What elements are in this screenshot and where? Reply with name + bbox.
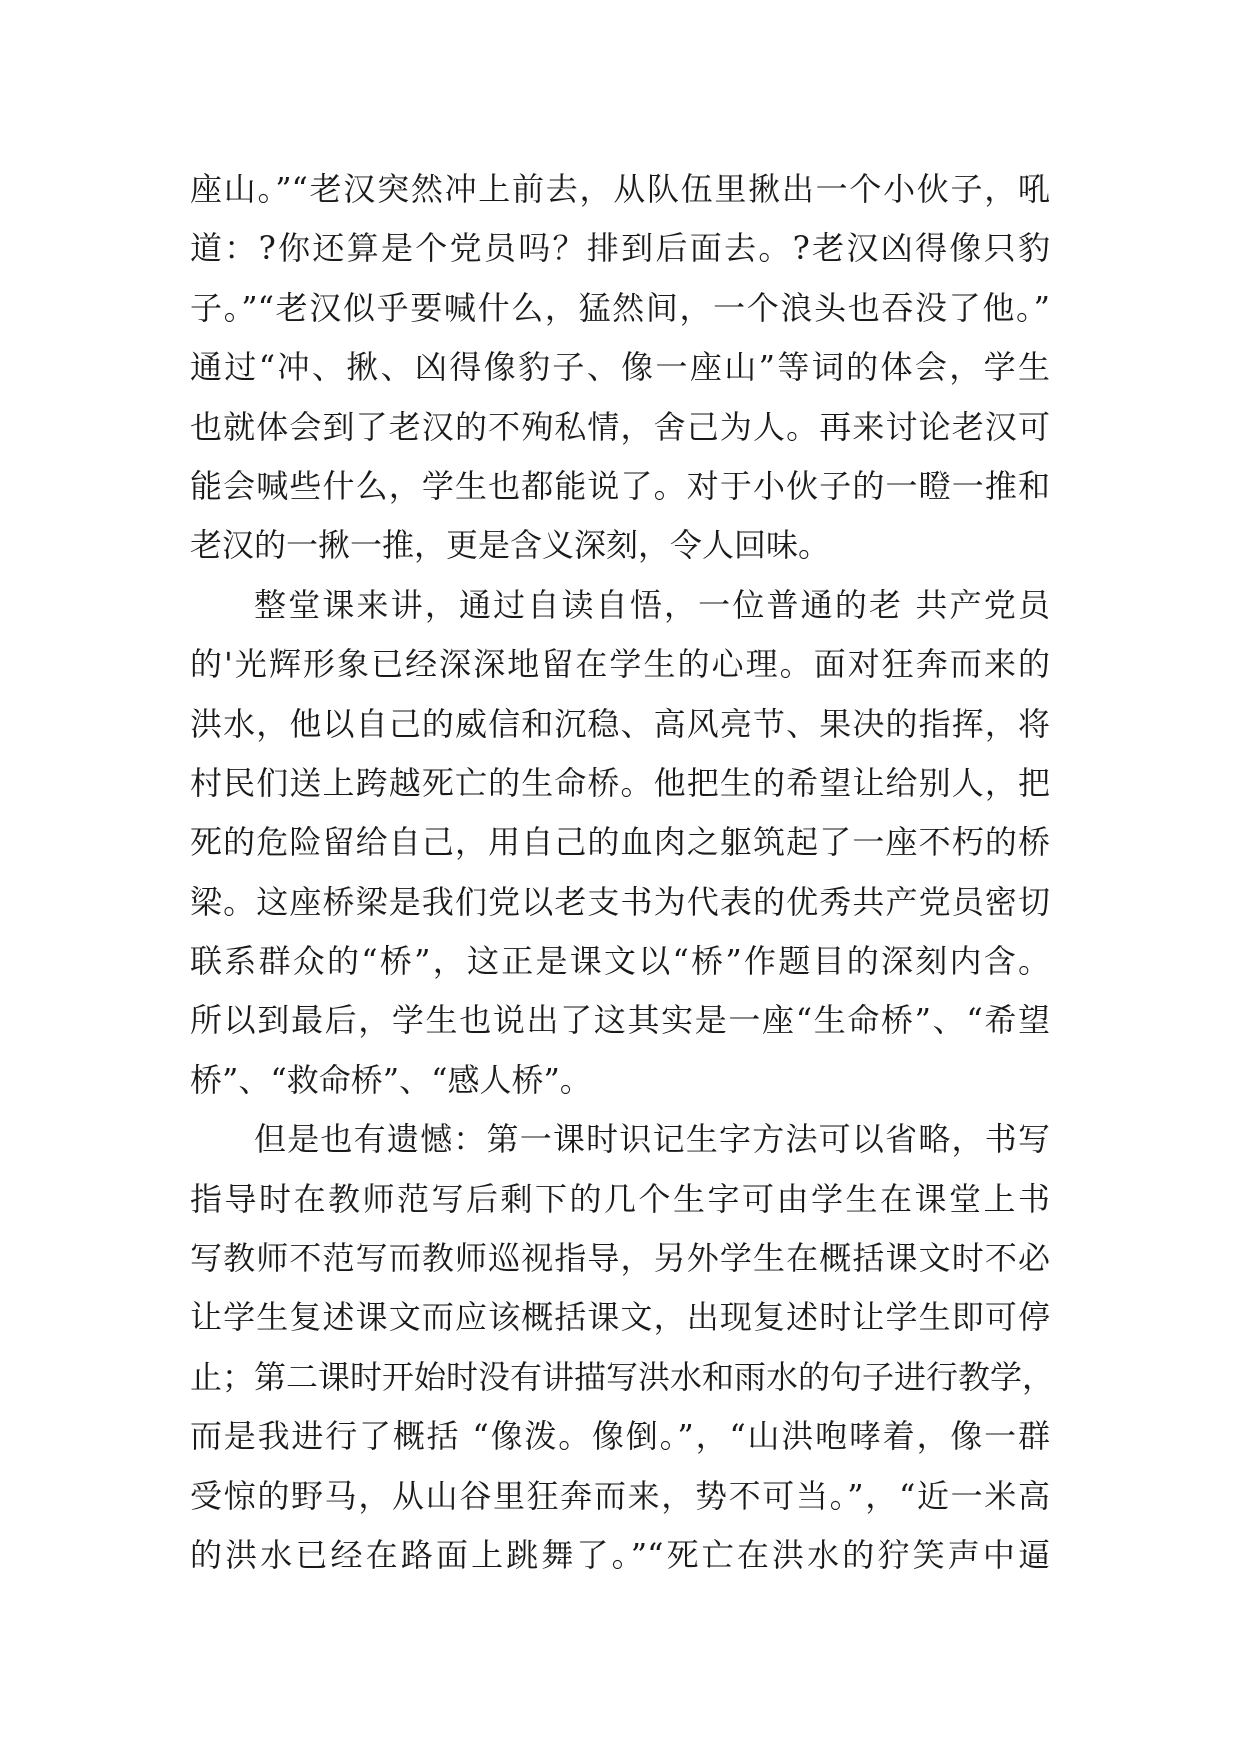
body-text xyxy=(190,160,1055,1585)
text-line: 子。”“老汉似乎要喊什么，猛然间，一个浪头也吞没了他。” xyxy=(190,288,1050,327)
text-line: 止；第二课时开始时没有讲描写洪水和雨水的句子进行教学， xyxy=(190,1357,1055,1396)
text-line: 让学生复述课文而应该概括课文，出现复述时让学生即可停 xyxy=(190,1298,1050,1337)
text-line: 受惊的野马，从山谷里狂奔而来，势不可当。”，“近一米高 xyxy=(190,1476,1050,1515)
text-line: 所以到最后，学生也说出了这其实是一座“生命桥”、“希望 xyxy=(190,1001,1050,1040)
text-line: 指导时在教师范写后剩下的几个生字可由学生在课堂上书 xyxy=(190,1179,1050,1218)
text-line: 的'光辉形象已经深深地留在学生的心理。面对狂奔而来的 xyxy=(190,645,1050,684)
text-line: 老汉的一揪一推，更是含义深刻，令人回味。 xyxy=(190,526,831,565)
text-line: 能会喊些什么，学生也都能说了。对于小伙子的一瞪一推和 xyxy=(190,466,1050,505)
text-line: 村民们送上跨越死亡的生命桥。他把生的希望让给别人，把 xyxy=(190,763,1050,802)
text-line: 写教师不范写而教师巡视指导，另外学生在概括课文时不必 xyxy=(190,1239,1050,1278)
text-line: 桥”、“救命桥”、“感人桥”。 xyxy=(190,1060,592,1099)
text-line: 的洪水已经在路面上跳舞了。”“死亡在洪水的狞笑声中逼 xyxy=(190,1535,1050,1574)
text-line: 通过“冲、揪、凶得像豹子、像一座山”等词的体会，学生 xyxy=(190,348,1050,387)
text-line: 死的危险留给自己，用自己的血肉之躯筑起了一座不朽的桥 xyxy=(190,823,1050,862)
text-line: 整堂课来讲，通过自读自悟，一位普通的老 共产党员 xyxy=(254,585,1050,624)
text-line: 道：?你还算是个党员吗？排到后面去。?老汉凶得像只豹 xyxy=(190,229,1050,268)
text-line: 联系群众的“桥”，这正是课文以“桥”作题目的深刻内含。 xyxy=(190,942,1050,981)
text-line: 洪水，他以自己的威信和沉稳、高风亮节、果决的指挥，将 xyxy=(190,704,1050,743)
text-line: 而是我进行了概括 “像泼。像倒。”，“山洪咆哮着，像一群 xyxy=(190,1417,1050,1456)
text-line: 但是也有遗憾：第一课时识记生字方法可以省略，书写 xyxy=(254,1120,1050,1159)
text-line: 座山。”“老汉突然冲上前去，从队伍里揪出一个小伙子，吼 xyxy=(190,170,1050,208)
text-line: 也就体会到了老汉的不殉私情，舍己为人。再来讨论老汉可 xyxy=(190,407,1050,446)
text-line: 梁。这座桥梁是我们党以老支书为代表的优秀共产党员密切 xyxy=(190,882,1050,921)
